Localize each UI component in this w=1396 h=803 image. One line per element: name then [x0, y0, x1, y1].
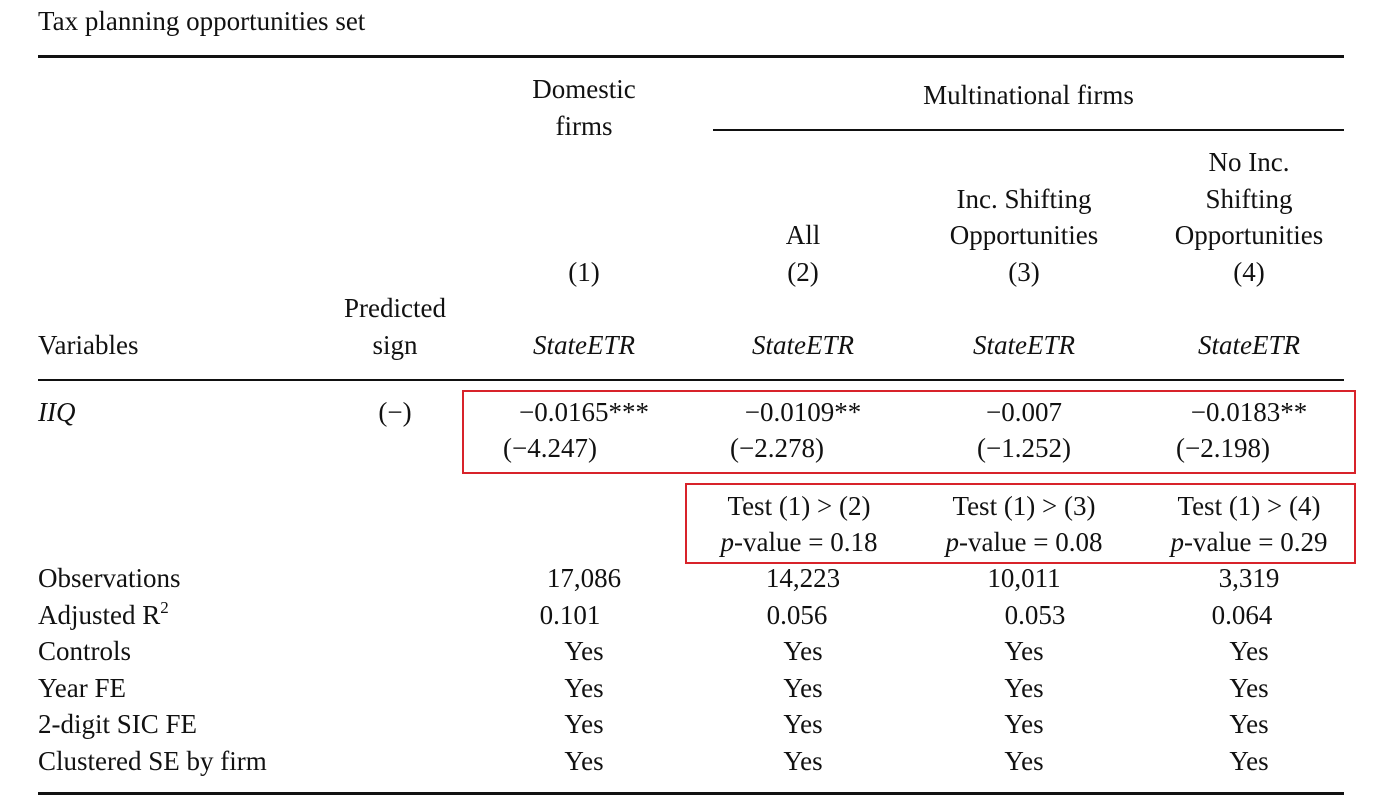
- test-label-4: Test (1) > (4): [1177, 491, 1321, 521]
- row-label-sic-fe: 2-digit SIC FE: [38, 709, 198, 739]
- iiq-predicted-sign: (−): [378, 397, 412, 427]
- row-label-controls: Controls: [38, 636, 132, 666]
- year-fe-col3: Yes: [1004, 673, 1044, 703]
- header-col4-line2: Shifting: [1205, 184, 1293, 214]
- dep-var-4: StateETR: [1198, 330, 1300, 360]
- iiq-coef-2: −0.0109**: [744, 397, 862, 427]
- iiq-coef-1: −0.0165***: [519, 397, 649, 427]
- header-col3-line1: Inc. Shifting: [956, 184, 1092, 214]
- header-predicted-line2: sign: [372, 330, 418, 360]
- iiq-coef-3: −0.007: [986, 397, 1062, 427]
- header-domestic-line1: Domestic: [532, 74, 636, 104]
- header-col2-label: All: [785, 220, 821, 250]
- pvalue-text: -value = 0.08: [959, 527, 1103, 557]
- clustered-se-col3: Yes: [1004, 746, 1044, 776]
- header-col4-line3: Opportunities: [1174, 220, 1324, 250]
- dep-var-3: StateETR: [973, 330, 1075, 360]
- col-number-2: (2): [787, 257, 819, 287]
- col-number-1: (1): [568, 257, 600, 287]
- clustered-se-col2: Yes: [783, 746, 823, 776]
- p-symbol: p: [1170, 527, 1185, 557]
- test-label-2: Test (1) > (2): [727, 491, 871, 521]
- row-label-observations: Observations: [38, 563, 181, 593]
- header-variables: Variables: [38, 330, 139, 360]
- row-label-clustered-se: Clustered SE by firm: [38, 746, 267, 776]
- iiq-coef-4: −0.0183**: [1190, 397, 1308, 427]
- dep-var-2: StateETR: [752, 330, 854, 360]
- header-bottom-rule: [38, 379, 1344, 381]
- r-squared-superscript: 2: [160, 598, 169, 617]
- bottom-rule: [38, 792, 1344, 795]
- adjusted-r2-col3: 0.053: [1004, 600, 1066, 630]
- tests-highlight-box: [685, 483, 1356, 564]
- clustered-se-col4: Yes: [1229, 746, 1269, 776]
- p-symbol: p: [720, 527, 735, 557]
- adjusted-r2-col4: 0.064: [1211, 600, 1273, 630]
- adjusted-r2-col1: 0.101: [539, 600, 601, 630]
- observations-col4: 3,319: [1218, 563, 1280, 593]
- iiq-highlight-box: [462, 390, 1356, 474]
- sic-fe-col4: Yes: [1229, 709, 1269, 739]
- sic-fe-col1: Yes: [564, 709, 604, 739]
- pvalue-text: -value = 0.29: [1184, 527, 1328, 557]
- iiq-tstat-1: (−4.247): [503, 433, 597, 463]
- year-fe-col1: Yes: [564, 673, 604, 703]
- year-fe-col2: Yes: [783, 673, 823, 703]
- table-title: Tax planning opportunities set: [38, 6, 366, 36]
- header-col3-line2: Opportunities: [949, 220, 1099, 250]
- col-number-4: (4): [1233, 257, 1265, 287]
- test-label-3: Test (1) > (3): [952, 491, 1096, 521]
- row-label-adjusted-r2: [38, 597, 169, 633]
- col-number-3: (3): [1008, 257, 1040, 287]
- top-rule: [38, 55, 1344, 58]
- iiq-label: IIQ: [38, 397, 76, 427]
- multinational-span-rule: [713, 129, 1344, 131]
- controls-col1: Yes: [564, 636, 604, 666]
- dep-var-1: StateETR: [533, 330, 635, 360]
- iiq-tstat-2: (−2.278): [730, 433, 824, 463]
- sic-fe-col2: Yes: [783, 709, 823, 739]
- controls-col4: Yes: [1229, 636, 1269, 666]
- row-label-year-fe: Year FE: [38, 673, 127, 703]
- header-predicted-line1: Predicted: [344, 293, 446, 323]
- p-symbol: p: [945, 527, 960, 557]
- adjusted-r2-col2: 0.056: [766, 600, 828, 630]
- header-multinational: Multinational firms: [923, 80, 1134, 110]
- observations-col2: 14,223: [765, 563, 841, 593]
- header-domestic-line2: firms: [555, 111, 613, 141]
- iiq-tstat-4: (−2.198): [1176, 433, 1270, 463]
- controls-col3: Yes: [1004, 636, 1044, 666]
- iiq-tstat-3: (−1.252): [977, 433, 1071, 463]
- clustered-se-col1: Yes: [564, 746, 604, 776]
- observations-col1: 17,086: [546, 563, 622, 593]
- observations-col3: 10,011: [987, 563, 1061, 593]
- adjusted-r-text: Adjusted R: [38, 600, 161, 630]
- year-fe-col4: Yes: [1229, 673, 1269, 703]
- sic-fe-col3: Yes: [1004, 709, 1044, 739]
- header-col4-line1: No Inc.: [1208, 147, 1290, 177]
- pvalue-text: -value = 0.18: [734, 527, 878, 557]
- controls-col2: Yes: [783, 636, 823, 666]
